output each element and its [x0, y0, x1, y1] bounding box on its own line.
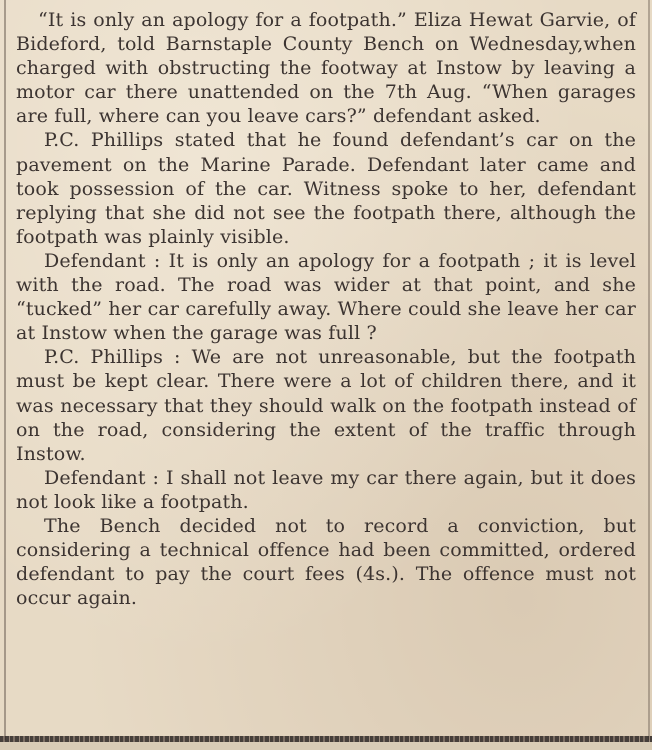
article-body [16, 8, 636, 610]
column-rule-left [4, 0, 6, 740]
article-paragraph-3: Defendant : It is only an apology for a footpath ; it is level with the road. The road was wider at that point, and she “tucked” her car carefully away. Where could she leave her car at Instow when the garage was full ? [16, 249, 636, 345]
article-paragraph-4: P.C. Phillips : We are not unreasonable, but the footpath must be kept clear. There were a lot of children there, and it was necessary that they should walk on the footpath instead of on the road, considering the extent of the traffic through Instow. [16, 346, 636, 465]
column-rule-right [648, 0, 650, 740]
article-paragraph-6: The Bench decided not to record a conviction, but considering a technical offence had been committed, ordered defendant to pay the court fees (4s.). The offence must not occur again. [16, 514, 636, 610]
article-paragraph-1: “It is only an apology for a footpath.” Eliza Hewat Garvie, of Bideford, told Barnstaple County Bench on Wednesday,when charged with obstructing the footway at Instow by leaving a motor car there unattended on the 7th Aug. “When garages are full, where can you leave cars?” defendant asked. [16, 9, 636, 128]
bottom-margin [0, 742, 652, 750]
article-paragraph-5: Defendant : I shall not leave my car there again, but it does not look like a footpath. [16, 466, 636, 513]
article-paragraph-2: P.C. Phillips stated that he found defendant’s car on the pavement on the Marine Parade. Defendant later came and took possession of the car. Witness spoke to her, defendant replying that she did not see the footpath there, although the footpath was plainly visible. [16, 129, 636, 248]
